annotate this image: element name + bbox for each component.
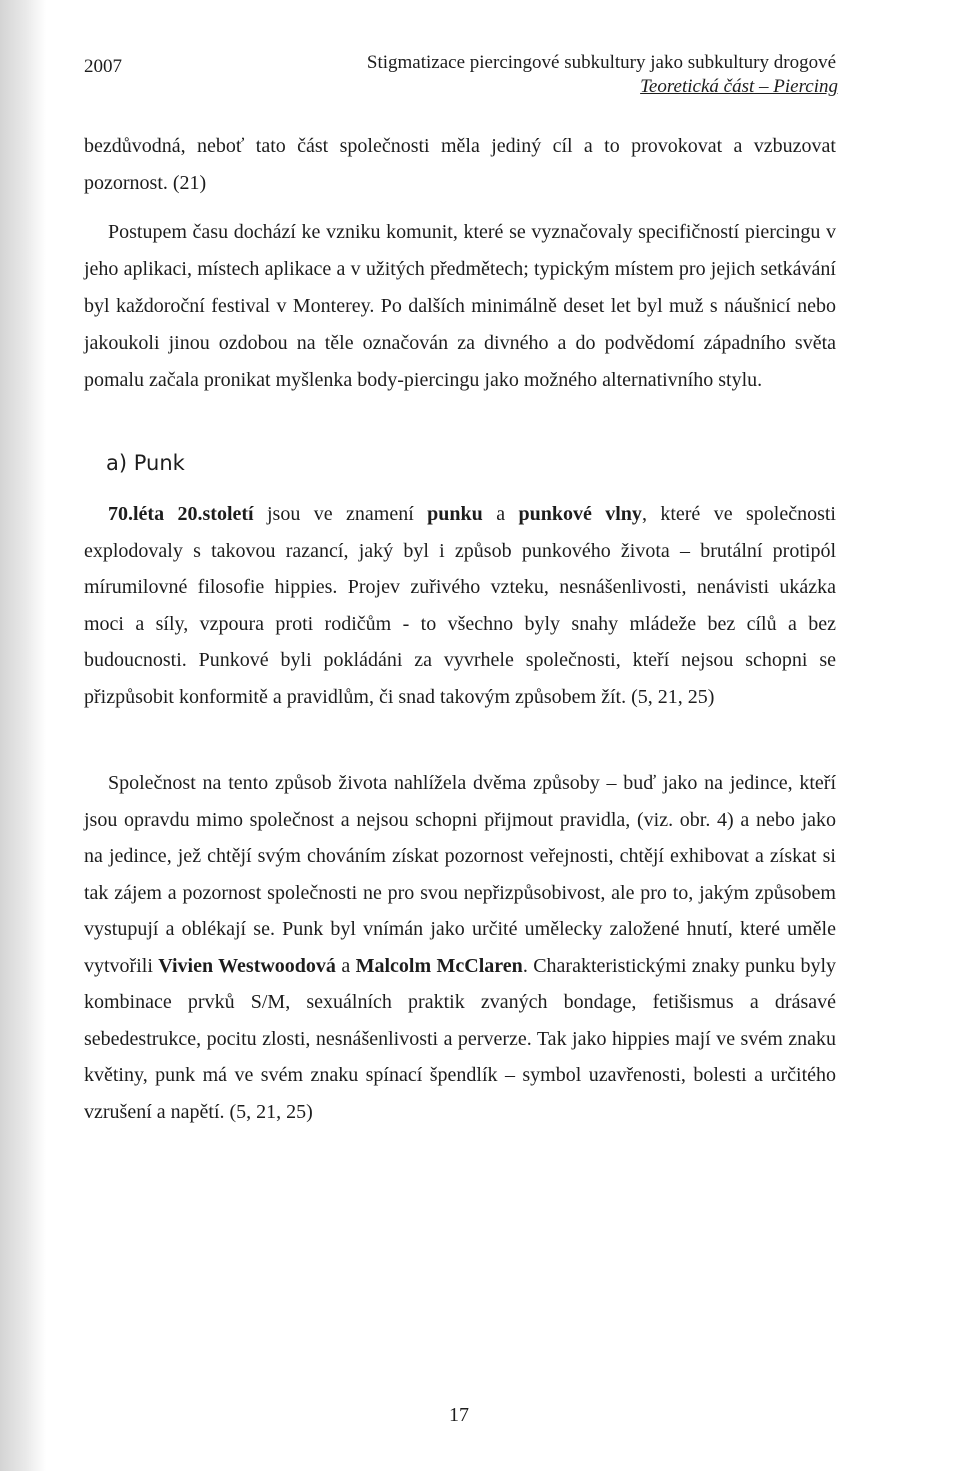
bold-name-mcclaren: Malcolm McClaren xyxy=(355,954,523,977)
header-year: 2007 xyxy=(84,56,122,77)
bold-century: století xyxy=(202,503,254,525)
scan-edge-shadow xyxy=(0,0,46,1471)
paragraph-society-view: Společnost na tento způsob života nahlížela dvěma způsoby – buď jako na jedince, kteří jsou opravdu mimo společnost a nejsou schopni přijmout pravidla, (viz. obr. 4) a nebo jako na jedince, jež chtějí svým chováním získat pozornost veřejnosti, chtějí exhibovat a získat si tak zájem a pozornost společnosti ne pro svou nepřizpůsobivost, ale pro to, jakým způsobem vystupují a oblékají se. Punk byl vnímán jako určité umělecky založené hnutí, které uměle vytvořili Vivien Westwoodová a Malcolm McClaren. Charakteristickými znaky punku byly kombinace prvků S/M, sexuálních praktik zvaných bondage, fetišismus a drásavé sebedestrukce, pocitu zlosti, nesnášenlivosti a perverze. Tak jako hippies mají ve svém znaku květiny, punk má ve svém znaku spínací špendlík – symbol uzavřenosti, bolesti a určitého vzrušení a napětí. (5, 21, 25) xyxy=(84,772,836,1123)
bold-punk: punku xyxy=(427,503,483,525)
bold-name-westwood: Vivien Westwoodová xyxy=(158,954,336,977)
paragraph-communities: Postupem času dochází ke vzniku komunit, které se vyznačovaly specifičností piercingu v jeho aplikaci, místech aplikace a v užitých předmětech; typickým místem pro jejich setkávání byl každoroční festival v Monterey. Po dalších minimálně deset let byl muž s náušnicí nebo jakoukoli jinou ozdobou na těle označován za divného a do podvědomí západního světa pomalu začala pronikat myšlenka body-piercingu jako možného alternativního stylu. xyxy=(84,221,836,391)
header-subtitle: Teoretická část – Piercing xyxy=(640,76,838,97)
header-title: Stigmatizace piercingové subkultury jako subkultury drogové xyxy=(366,52,836,73)
paragraph-intro: bezdůvodná, neboť tato část společnosti měla jediný cíl a to provokovat a vzbuzovat pozornost. (21) xyxy=(84,135,836,194)
bold-punk-wave: punkové vlny xyxy=(518,503,642,525)
bold-decade: 70.léta 20. xyxy=(108,503,203,525)
paragraph-punk-seventies: 70.léta 20.století jsou ve znamení punku a punkové vlny, které ve společnosti explodovaly s takovou razancí, jaký byl i způsob punkového života – brutální protipól mírumilovné filosofie hippies. Projev zuřivého vzteku, nesnášenlivosti, nenávisti ukázka moci a síly, vzpoura proti rodičům - to všechno byly snahy mládeže bez cílů a bez budoucnosti. Punkové byli pokládáni za vyvrhele společnosti, kteří nejsou schopni se přizpůsobit konformitě a pravidlům, či snad takovým způsobem žít. (5, 21, 25) xyxy=(84,503,836,708)
section-heading-punk: a) Punk xyxy=(106,451,185,475)
page-number: 17 xyxy=(449,1404,469,1426)
